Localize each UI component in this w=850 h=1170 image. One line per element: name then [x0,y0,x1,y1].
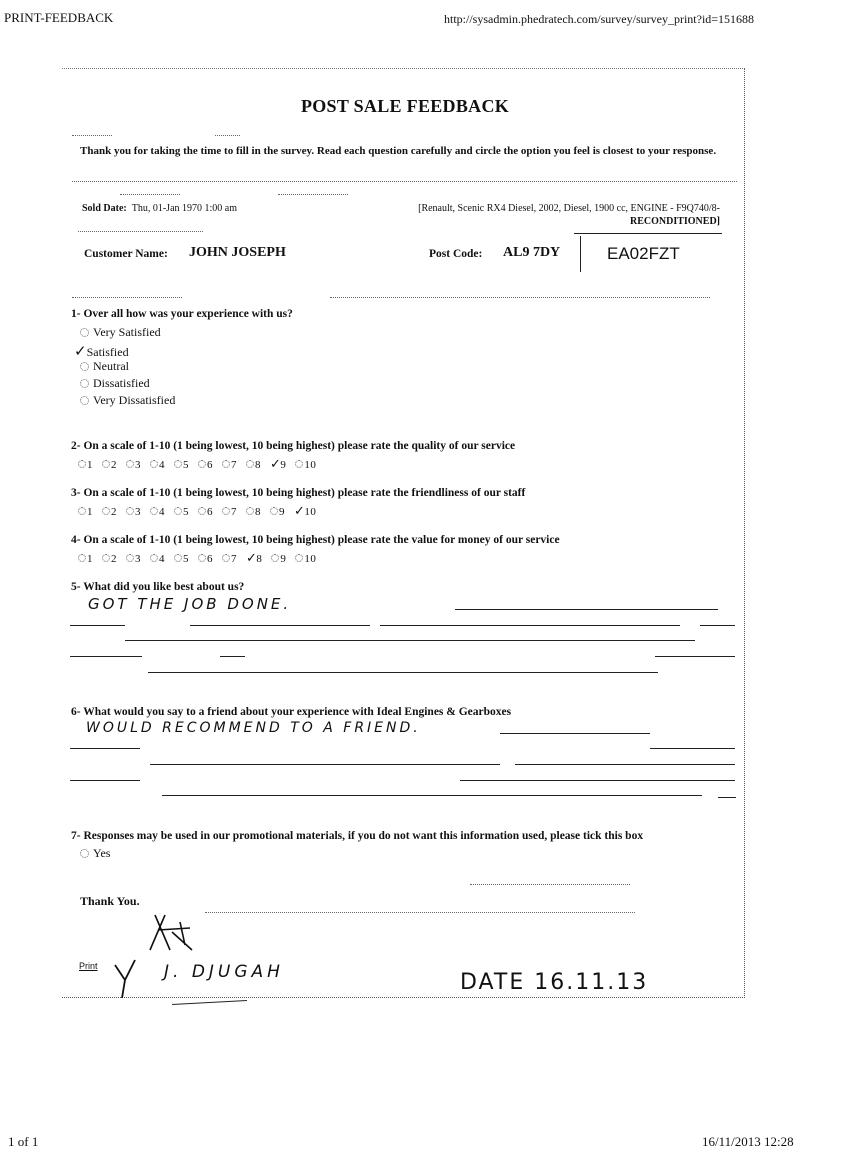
check-mark-icon: ✓ [294,503,306,518]
customer-name-label: Customer Name: [84,248,168,260]
q1-option-neutral[interactable]: Neutral [80,359,129,374]
check-mark-icon: ✓ [270,456,282,471]
radio-circle-icon [126,460,134,468]
q2-option-4[interactable]: 4 [150,459,165,471]
intro-text: Thank you for taking the time to fill in the survey. Read each question carefully and circle the option you feel is closest to your response. [80,145,717,157]
radio-circle-icon [198,460,206,468]
q2-option-7[interactable]: 7 [222,459,237,471]
q4-option-9[interactable]: 9 [271,553,286,565]
radio-circle-icon [222,554,230,562]
vehicle-details [358,202,720,228]
postcode-value: AL9 7DY [503,245,561,260]
radio-circle-icon [150,554,158,562]
radio-circle-icon [222,507,230,515]
q3-option-9[interactable]: 9 [270,506,285,518]
q6-answer: WOULD RECOMMEND TO A FRIEND. [86,720,421,736]
radio-circle-icon [102,460,110,468]
q1-option-satisfied[interactable]: ✓Satisfied [74,344,129,360]
q3-option-4[interactable]: 4 [150,506,165,518]
question-7: 7- Responses may be used in our promotional materials, if you do not want this information used, please tick this box [71,830,644,842]
q3-option-3[interactable]: 3 [126,506,141,518]
radio-circle-icon [246,460,254,468]
q3-option-7[interactable]: 7 [222,506,237,518]
signature [110,910,210,1005]
question-5: 5- What did you like best about us? [71,581,245,593]
sold-date [82,203,237,214]
q4-option-4[interactable]: 4 [150,553,165,565]
q1-option-dissatisfied[interactable]: Dissatisfied [80,376,150,391]
radio-circle-icon [78,460,86,468]
q4-option-8[interactable]: ✓8 [246,550,263,565]
radio-circle-icon [126,554,134,562]
check-mark-icon: ✓ [74,344,87,360]
question-4: 4- On a scale of 1-10 (1 being lowest, 10 being highest) please rate the value for money of our service [71,534,560,546]
q3-option-6[interactable]: 6 [198,506,213,518]
radio-circle-icon [246,507,254,515]
page-title: POST SALE FEEDBACK [300,96,510,116]
q2-scale [78,456,325,472]
q1-option-very-dissatisfied[interactable]: Very Dissatisfied [80,393,175,408]
customer-name-value: JOHN JOSEPH [189,245,286,260]
radio-circle-icon [150,460,158,468]
question-3: 3- On a scale of 1-10 (1 being lowest, 10 being highest) please rate the friendliness of our staff [71,487,526,499]
radio-circle-icon [270,507,278,515]
radio-circle-icon [222,460,230,468]
q4-option-2[interactable]: 2 [102,553,117,565]
question-1: 1- Over all how was your experience with us? [71,308,293,320]
date-handwritten: DATE 16.11.13 [460,970,649,995]
radio-circle-icon [174,554,182,562]
q3-option-8[interactable]: 8 [246,506,261,518]
radio-circle-icon [78,507,86,515]
q4-option-3[interactable]: 3 [126,553,141,565]
q2-option-2[interactable]: 2 [102,459,117,471]
q4-option-6[interactable]: 6 [198,553,213,565]
radio-circle-icon [102,554,110,562]
q3-option-5[interactable]: 5 [174,506,189,518]
vehicle-line-2: RECONDITIONED] [629,216,720,227]
q2-option-6[interactable]: 6 [198,459,213,471]
radio-circle-icon [271,554,279,562]
q2-option-9[interactable]: ✓9 [270,456,287,471]
vehicle-line-1: [Renault, Scenic RX4 Diesel, 2002, Diesel, 1900 cc, ENGINE - F9Q740/8- [418,203,720,214]
q4-option-5[interactable]: 5 [174,553,189,565]
q3-option-2[interactable]: 2 [102,506,117,518]
q2-option-1[interactable]: 1 [78,459,93,471]
radio-circle-icon [174,507,182,515]
print-header-url: http://sysadmin.phedratech.com/survey/survey_print?id=151688 [444,12,755,26]
q5-answer: GOT THE JOB DONE. [88,595,292,613]
radio-circle-icon [126,507,134,515]
thank-you-text: Thank You. [80,894,140,908]
print-label: Print [79,961,98,971]
postcode-label: Post Code: [429,248,483,260]
radio-circle-icon [78,554,86,562]
print-header-title: PRINT-FEEDBACK [4,10,114,25]
q4-option-10[interactable]: 10 [295,553,316,565]
print-name: J. DJUGAH [164,962,284,982]
q1-option-very-satisfied[interactable]: Very Satisfied [80,325,161,340]
sold-date-value: Thu, 01-Jan 1970 1:00 am [131,203,237,214]
q2-option-3[interactable]: 3 [126,459,141,471]
q7-option-yes[interactable]: Yes [80,846,110,861]
radio-circle-icon [295,460,303,468]
registration-value: EA02FZT [607,244,680,263]
sold-date-label: Sold Date: [82,203,127,214]
q3-scale [78,503,325,519]
q3-option-10[interactable]: ✓10 [294,503,317,518]
radio-circle-icon [198,554,206,562]
page-count: 1 of 1 [8,1134,39,1149]
radio-circle-icon [102,507,110,515]
radio-circle-icon [295,554,303,562]
radio-circle-icon [150,507,158,515]
q4-option-7[interactable]: 7 [222,553,237,565]
q2-option-10[interactable]: 10 [295,459,316,471]
radio-circle-icon [198,507,206,515]
radio-circle-icon [174,460,182,468]
question-2: 2- On a scale of 1-10 (1 being lowest, 10 being highest) please rate the quality of our service [71,440,516,452]
q2-option-8[interactable]: 8 [246,459,261,471]
q3-option-1[interactable]: 1 [78,506,93,518]
print-timestamp: 16/11/2013 12:28 [702,1134,794,1149]
question-6: 6- What would you say to a friend about your experience with Ideal Engines & Gearboxes [71,706,512,718]
q4-scale [78,550,325,566]
q2-option-5[interactable]: 5 [174,459,189,471]
q4-option-1[interactable]: 1 [78,553,93,565]
check-mark-icon: ✓ [246,550,258,565]
